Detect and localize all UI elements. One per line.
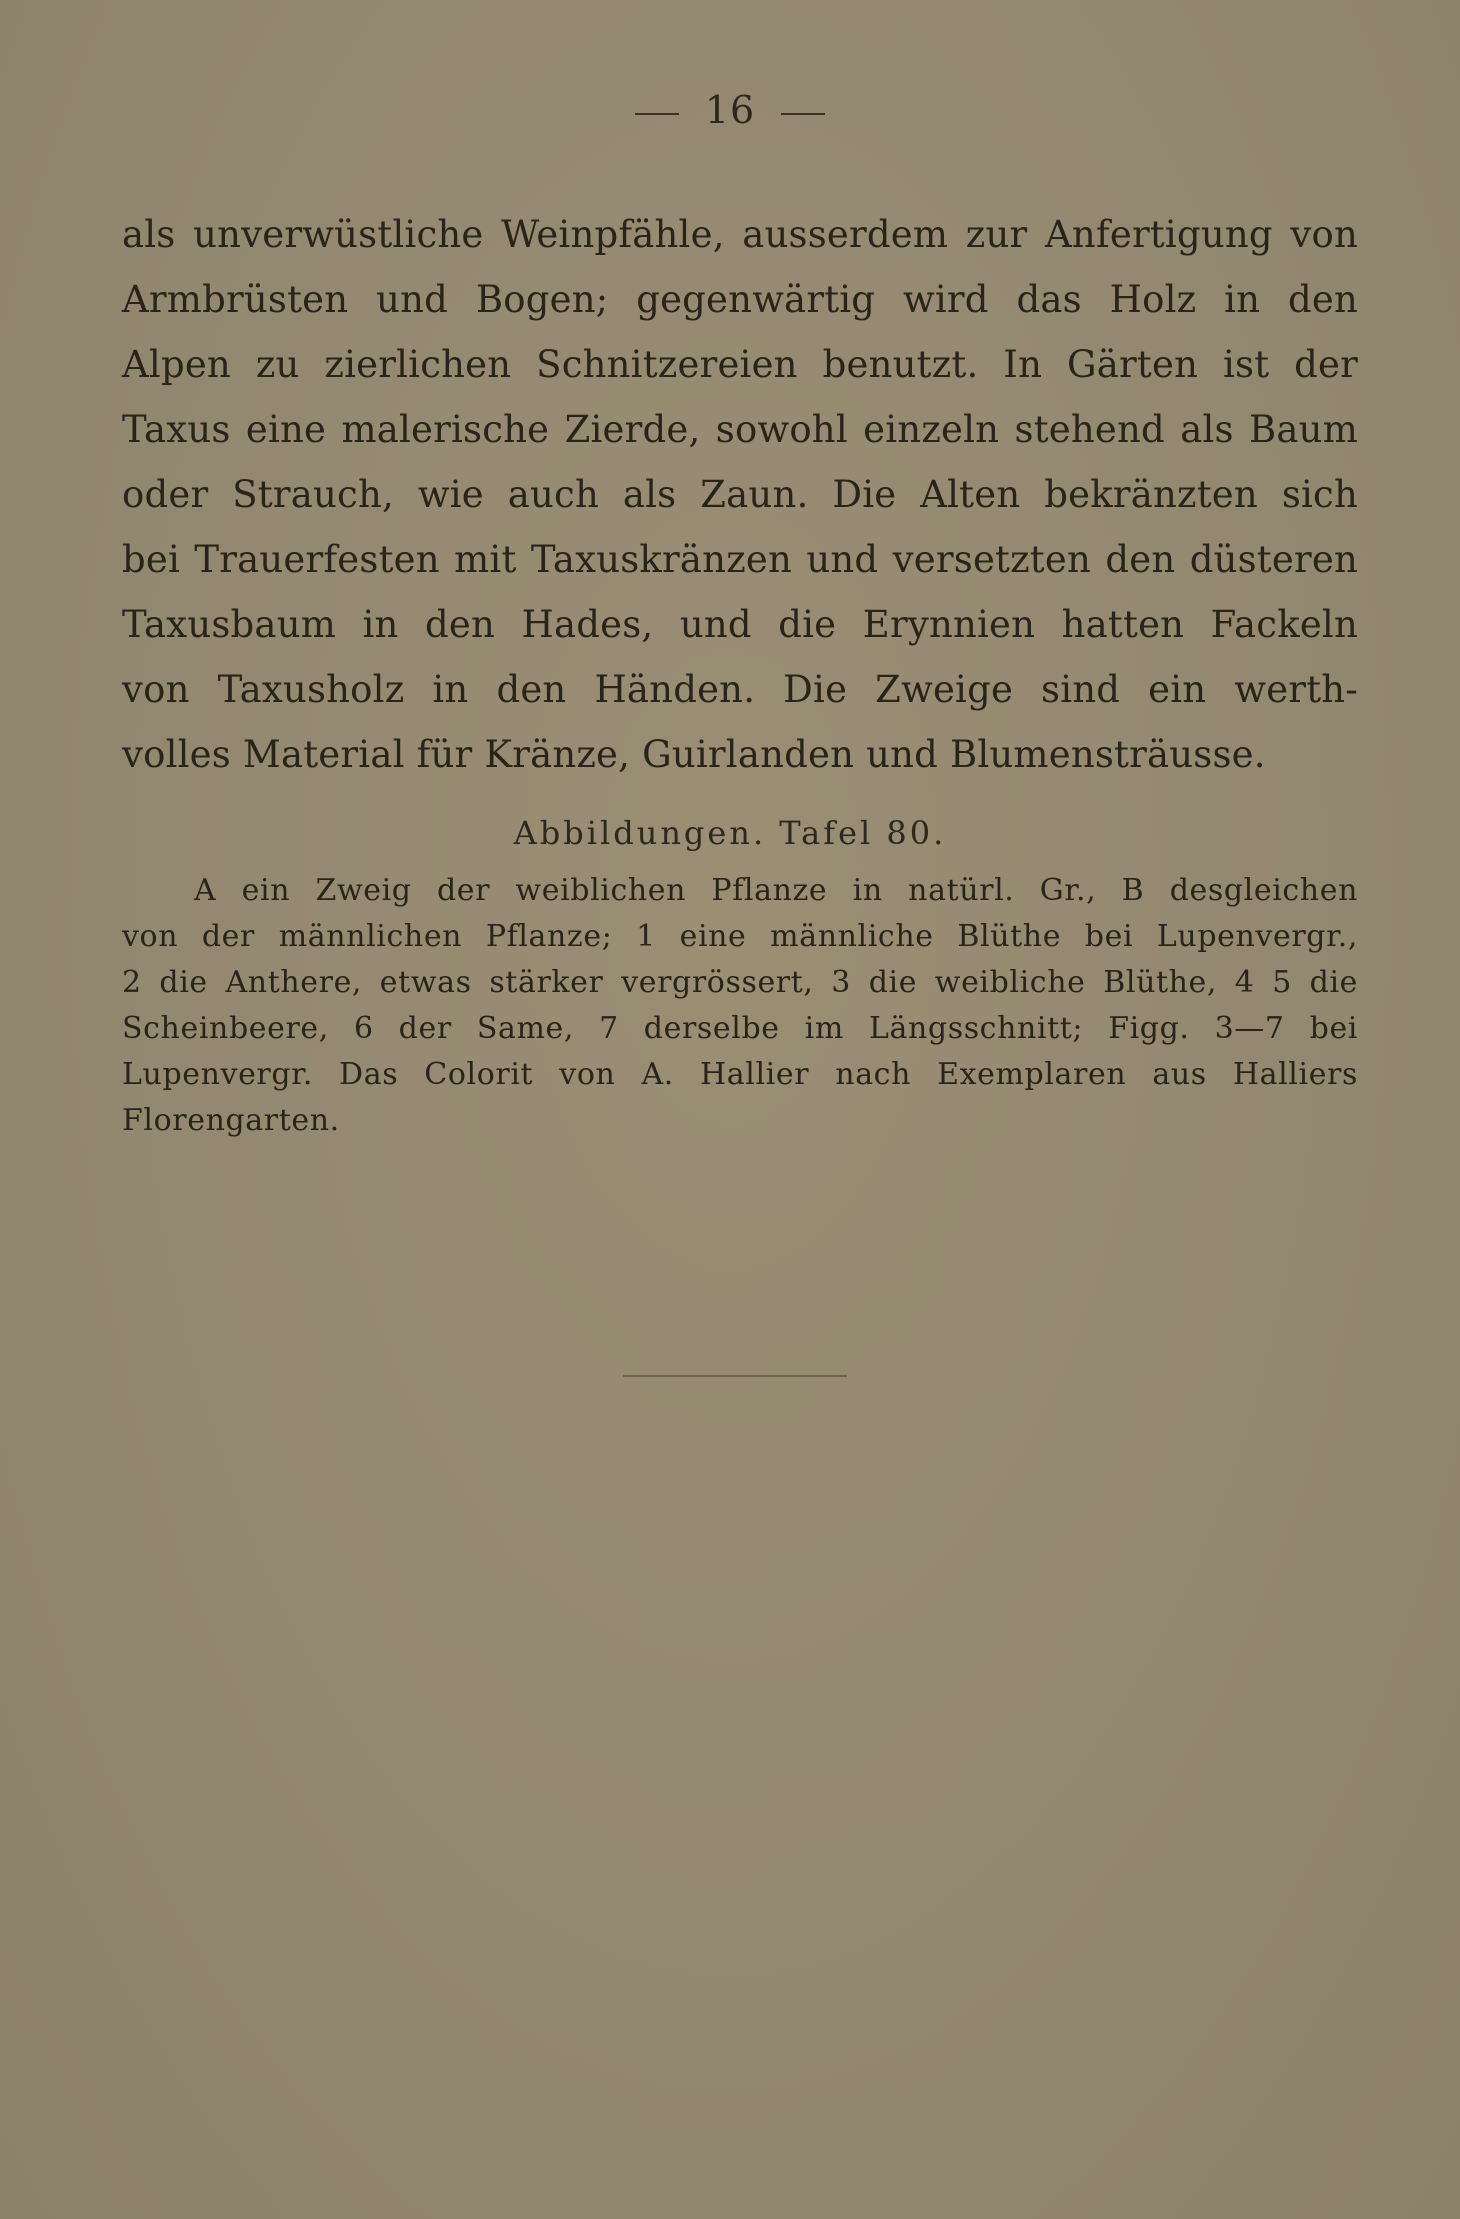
body-line: bei Trauerfesten mit Taxuskränzen und versetzten den düsteren <box>122 538 1358 581</box>
section-heading: Abbildungen. Tafel 80. <box>513 814 947 852</box>
body-line: Taxus eine malerische Zierde, sowohl einzeln stehend als Baum <box>122 408 1358 451</box>
body-line: oder Strauch, wie auch als Zaun. Die Alten bekränzten sich <box>122 473 1358 516</box>
page-number: 16 <box>704 88 756 132</box>
page-header <box>0 88 1460 132</box>
caption-line: von der männlichen Pflanze; 1 eine männliche Blüthe bei Lupenvergr., <box>122 919 1358 954</box>
body-line: volles Material für Kränze, Guirlanden und Blumensträusse. <box>122 733 1266 776</box>
body-paragraph <box>122 202 1358 787</box>
caption-line: A ein Zweig der weiblichen Pflanze in natürl. Gr., B desgleichen <box>194 873 1358 908</box>
caption-line: Lupenvergr. Das Colorit von A. Hallier nach Exemplaren aus Halliers <box>122 1057 1358 1092</box>
body-line: Alpen zu zierlichen Schnitzereien benutzt. In Gärten ist der <box>122 343 1358 386</box>
caption-line: Florengarten. <box>122 1103 340 1138</box>
header-dash-left <box>635 113 679 115</box>
header-dash-right <box>781 113 825 115</box>
end-rule-divider <box>623 1375 847 1377</box>
body-line: von Taxusholz in den Händen. Die Zweige sind ein werth- <box>122 668 1358 711</box>
body-line: Armbrüsten und Bogen; gegenwärtig wird das Holz in den <box>122 278 1358 321</box>
caption-line: 2 die Anthere, etwas stärker vergrössert, 3 die weibliche Blüthe, 4 5 die <box>122 965 1358 1000</box>
figure-caption <box>122 868 1358 1144</box>
caption-line: Scheinbeere, 6 der Same, 7 derselbe im Längsschnitt; Figg. 3—7 bei <box>122 1011 1358 1046</box>
body-line: Taxusbaum in den Hades, und die Erynnien hatten Fackeln <box>122 603 1358 646</box>
body-line: als unverwüstliche Weinpfähle, ausserdem zur Anfertigung von <box>122 213 1358 256</box>
